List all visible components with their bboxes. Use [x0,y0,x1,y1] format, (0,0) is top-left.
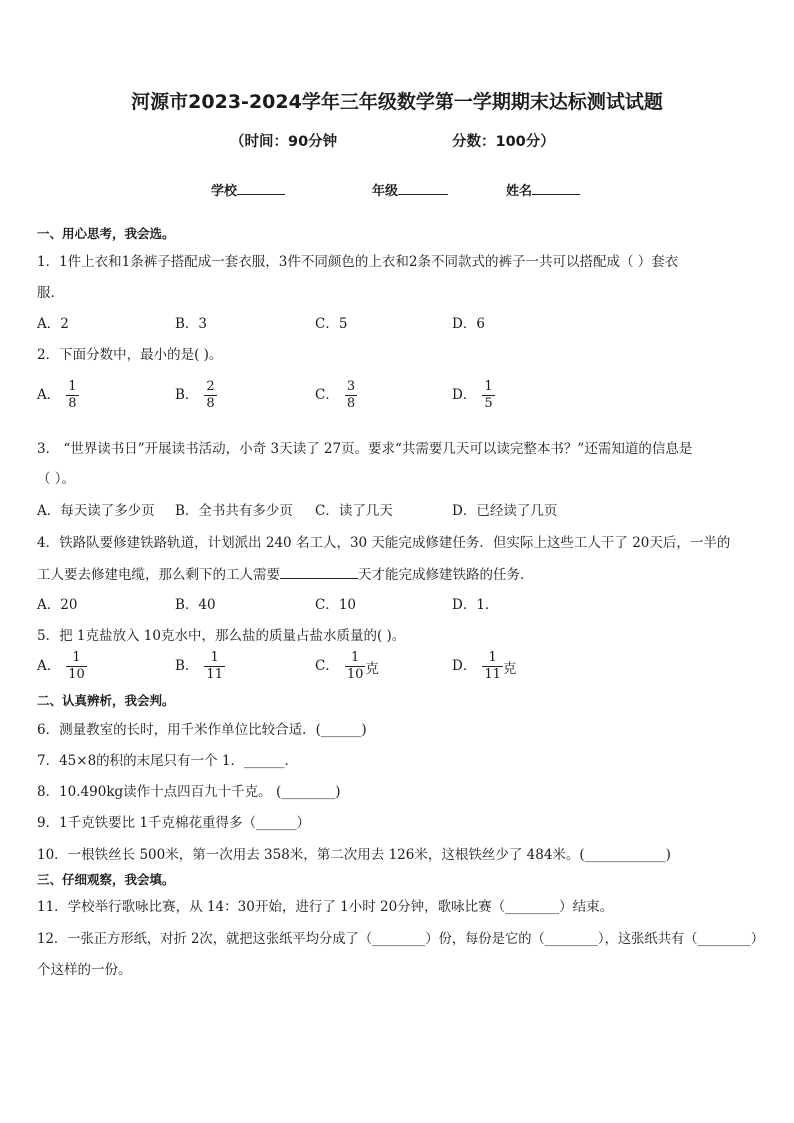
question-3-text: 3． “世界读书日”开展读书活动，小奇 3天读了 27页。要求“共需要几天可以读完整本书？”还需知道的信息是 [37,441,693,457]
school-field[interactable] [211,180,285,199]
q4-option-c[interactable]: C．10 [315,597,357,613]
question-12-text-cont: 个这样的一份。 [37,962,132,978]
q4-option-a[interactable]: A．20 [37,597,78,613]
q2-option-b[interactable]: B． $\frac{2}{8}$ [175,379,215,411]
q3-option-a[interactable]: A．每天读了多少页 [37,503,155,519]
question-6-text: 6．测量教室的长时，用千米作单位比较合适．(______) [37,722,367,738]
question-8-text: 8．10.490kg读作十点四百九十千克。 (________) [37,784,341,800]
q4-option-b[interactable]: B．40 [175,597,216,613]
q5-option-a[interactable]: A． $\frac{1}{10}$ [37,650,85,682]
question-4-text: 4．铁路队要修建铁路轨道，计划派出 240 名工人，30 天能完成修建任务．但实际上这些工人干了 20天后，一半的 [37,535,731,551]
q1-option-c[interactable]: C．5 [315,316,348,332]
q2-option-d[interactable]: D． $\frac{1}{5}$ [452,379,493,411]
question-2-text: 2．下面分数中，最小的是( )。 [37,347,223,363]
section-heading: 二、认真辨析，我会判。 [37,693,175,708]
q2-option-c[interactable]: C． $\frac{3}{8}$ [315,379,356,411]
name-field[interactable] [506,180,580,199]
q4-answer-blank[interactable] [280,564,358,579]
section-heading: 一、用心思考，我会选。 [37,226,175,241]
page-title: 河源市2023-2024学年三年级数学第一学期期末达标测试试题 [131,91,663,113]
q3-option-b[interactable]: B．全书共有多少页 [175,503,293,519]
q4-option-d[interactable]: D．1． [452,597,499,613]
grade-blank[interactable] [398,180,448,195]
question-3-text-cont: （ ）。 [37,471,76,487]
grade-field[interactable] [372,180,448,199]
name-blank[interactable] [532,180,580,195]
section-heading: 三、仔细观察，我会填。 [37,872,175,887]
q3-option-c[interactable]: C．读了几天 [315,503,393,519]
question-1-text-cont: 服． [37,285,64,301]
q1-option-a[interactable]: A．2 [37,316,69,332]
exam-time: （时间：90分钟 [230,134,338,150]
question-9-text: 9．1千克铁要比 1千克棉花重得多（______） [37,815,311,831]
q5-option-d[interactable]: D． $\frac{1}{11}$ 克 [452,650,517,682]
q1-option-d[interactable]: D．6 [452,316,485,332]
question-4-text-cont: 工人要去修建电缆，那么剩下的工人需要 天才能完成修建铁路的任务． [37,563,534,583]
question-1-text: 1．1件上衣和1条裤子搭配成一套衣服，3件不同颜色的上衣和2条不同款式的裤子一共可以搭配成（ ）套衣 [37,254,679,270]
question-7-text: 7．45×8的积的末尾只有一个 1．______． [37,753,299,769]
question-10-text: 10．一根铁丝长 500米，第一次用去 358米，第二次用去 126米，这根铁丝少了 484米。(____________) [37,847,671,863]
q5-option-b[interactable]: B． $\frac{1}{11}$ [175,650,223,682]
name-label: 姓名 [506,184,533,199]
q1-option-b[interactable]: B．3 [175,316,208,332]
grade-label: 年级 [372,184,399,199]
question-5-text: 5．把 1克盐放入 10克水中，那么盐的质量占盐水质量的( )。 [37,628,406,644]
question-11-text: 11．学校举行歌咏比赛，从 14：30开始，进行了 1小时 20分钟，歌咏比赛（________）结束。 [37,899,614,915]
exam-score: 分数：100分） [452,134,555,150]
school-label: 学校 [211,184,238,199]
q3-option-d[interactable]: D．已经读了几页 [452,503,558,519]
q2-option-a[interactable]: A． $\frac{1}{8}$ [37,379,77,411]
question-12-text: 12．一张正方形纸，对折 2次，就把这张纸平均分成了（________）份，每份是它的（________），这张纸共有（________） [37,931,764,947]
school-blank[interactable] [237,180,285,195]
q5-option-c[interactable]: C． $\frac{1}{10}$ 克 [315,650,379,682]
